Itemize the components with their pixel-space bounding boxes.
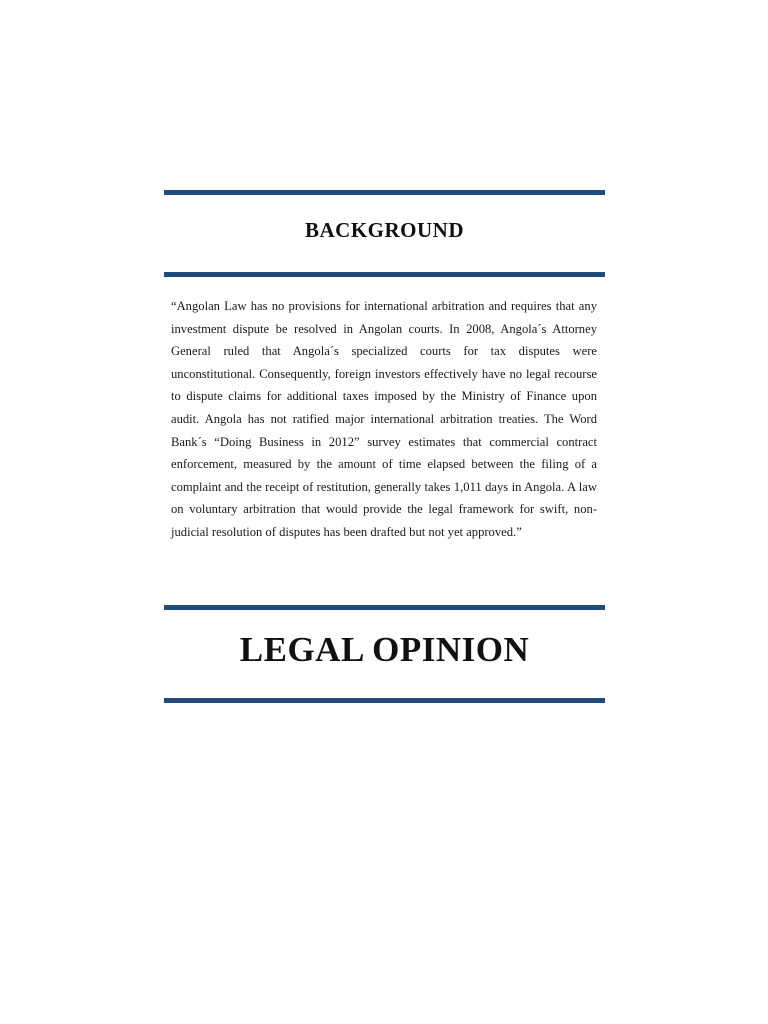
background-heading: BACKGROUND: [304, 218, 464, 242]
legal-opinion-heading: LEGAL OPINION: [239, 630, 530, 669]
section-top-rule: [164, 605, 605, 610]
section-bottom-rule: [164, 698, 605, 703]
background-bottom-rule: [164, 272, 605, 277]
top-rule: [164, 190, 605, 195]
background-quote: “Angolan Law has no provisions for international arbitration and requires that any investment dispute be resolved in Angolan courts. In 2008, Angola´s Attorney General ruled that Angola´s specialized courts for tax disputes were unconstitutional. Consequently, foreign investors effectively have no legal recourse to dispute claims for additional taxes imposed by the Ministry of Finance upon audit. Angola has not ratified major international arbitration treaties. The Word Bank´s “Doing Business in 2012” survey estimates that commercial contract enforcement, measured by the amount of time elapsed between the filing of a complaint and the receipt of restitution, generally takes 1,011 days in Angola. A law on voluntary arbitration that would provide the legal framework for swift, non-judicial resolution of disputes has been drafted but not yet approved.”: [171, 299, 597, 539]
